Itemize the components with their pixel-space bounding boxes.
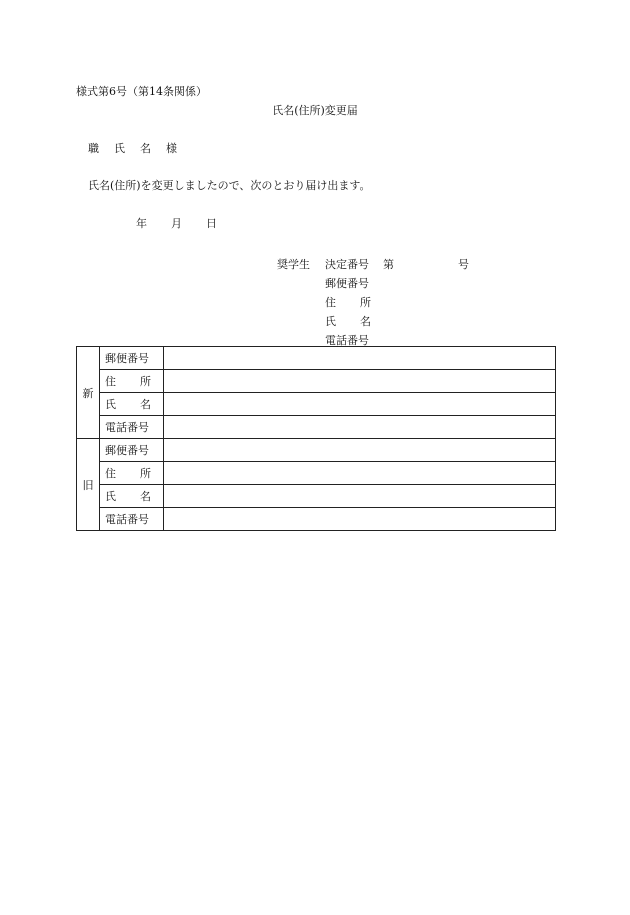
table-row <box>77 485 556 508</box>
applicant-block <box>277 255 469 350</box>
change-table <box>76 346 556 531</box>
applicant-postal-row <box>277 274 469 293</box>
table-row <box>77 347 556 370</box>
applicant-name-row <box>277 312 469 331</box>
old-postal-label: 郵便番号 <box>100 439 164 462</box>
new-group-label: 新 <box>77 347 100 439</box>
addressee <box>88 142 192 156</box>
applicant-name-label: 氏 名 <box>325 314 371 328</box>
table-row <box>77 439 556 462</box>
table-row <box>77 393 556 416</box>
addressee-char: 氏 <box>114 142 125 155</box>
addressee-char: 名 <box>140 142 151 155</box>
page-title: 氏名(住所)変更届 <box>272 104 358 117</box>
applicant-address-label: 住 所 <box>325 295 371 309</box>
old-group-label: 旧 <box>77 439 100 531</box>
table-row <box>77 416 556 439</box>
old-phone-field[interactable] <box>164 508 556 531</box>
old-address-label: 住 所 <box>100 462 164 485</box>
old-address-field[interactable] <box>164 462 556 485</box>
table-row <box>77 508 556 531</box>
decision-suffix: 号 <box>458 257 469 271</box>
new-phone-label: 電話番号 <box>100 416 164 439</box>
date-month-label: 月 <box>171 217 182 230</box>
table-row <box>77 370 556 393</box>
statement-text: 氏名(住所)を変更しましたので、次のとおり届け出ます。 <box>88 179 371 192</box>
addressee-char: 職 <box>88 142 99 155</box>
new-postal-label: 郵便番号 <box>100 347 164 370</box>
applicant-decision-row <box>277 255 469 274</box>
old-name-label: 氏 名 <box>100 485 164 508</box>
old-postal-field[interactable] <box>164 439 556 462</box>
applicant-phone-label: 電話番号 <box>325 333 369 347</box>
decision-prefix: 第 <box>383 257 394 271</box>
addressee-char: 様 <box>166 142 177 155</box>
scholar-label: 奨学生 <box>277 257 310 271</box>
new-postal-field[interactable] <box>164 347 556 370</box>
decision-number-label: 決定番号 <box>325 257 369 271</box>
new-phone-field[interactable] <box>164 416 556 439</box>
new-name-label: 氏 名 <box>100 393 164 416</box>
applicant-address-row <box>277 293 469 312</box>
date-row <box>136 217 241 231</box>
new-name-field[interactable] <box>164 393 556 416</box>
old-name-field[interactable] <box>164 485 556 508</box>
new-address-field[interactable] <box>164 370 556 393</box>
date-day-label: 日 <box>206 217 217 230</box>
new-address-label: 住 所 <box>100 370 164 393</box>
old-phone-label: 電話番号 <box>100 508 164 531</box>
applicant-postal-label: 郵便番号 <box>325 276 369 290</box>
form-number: 様式第6号（第14条関係） <box>76 85 207 98</box>
date-year-label: 年 <box>136 217 147 230</box>
table-row <box>77 462 556 485</box>
